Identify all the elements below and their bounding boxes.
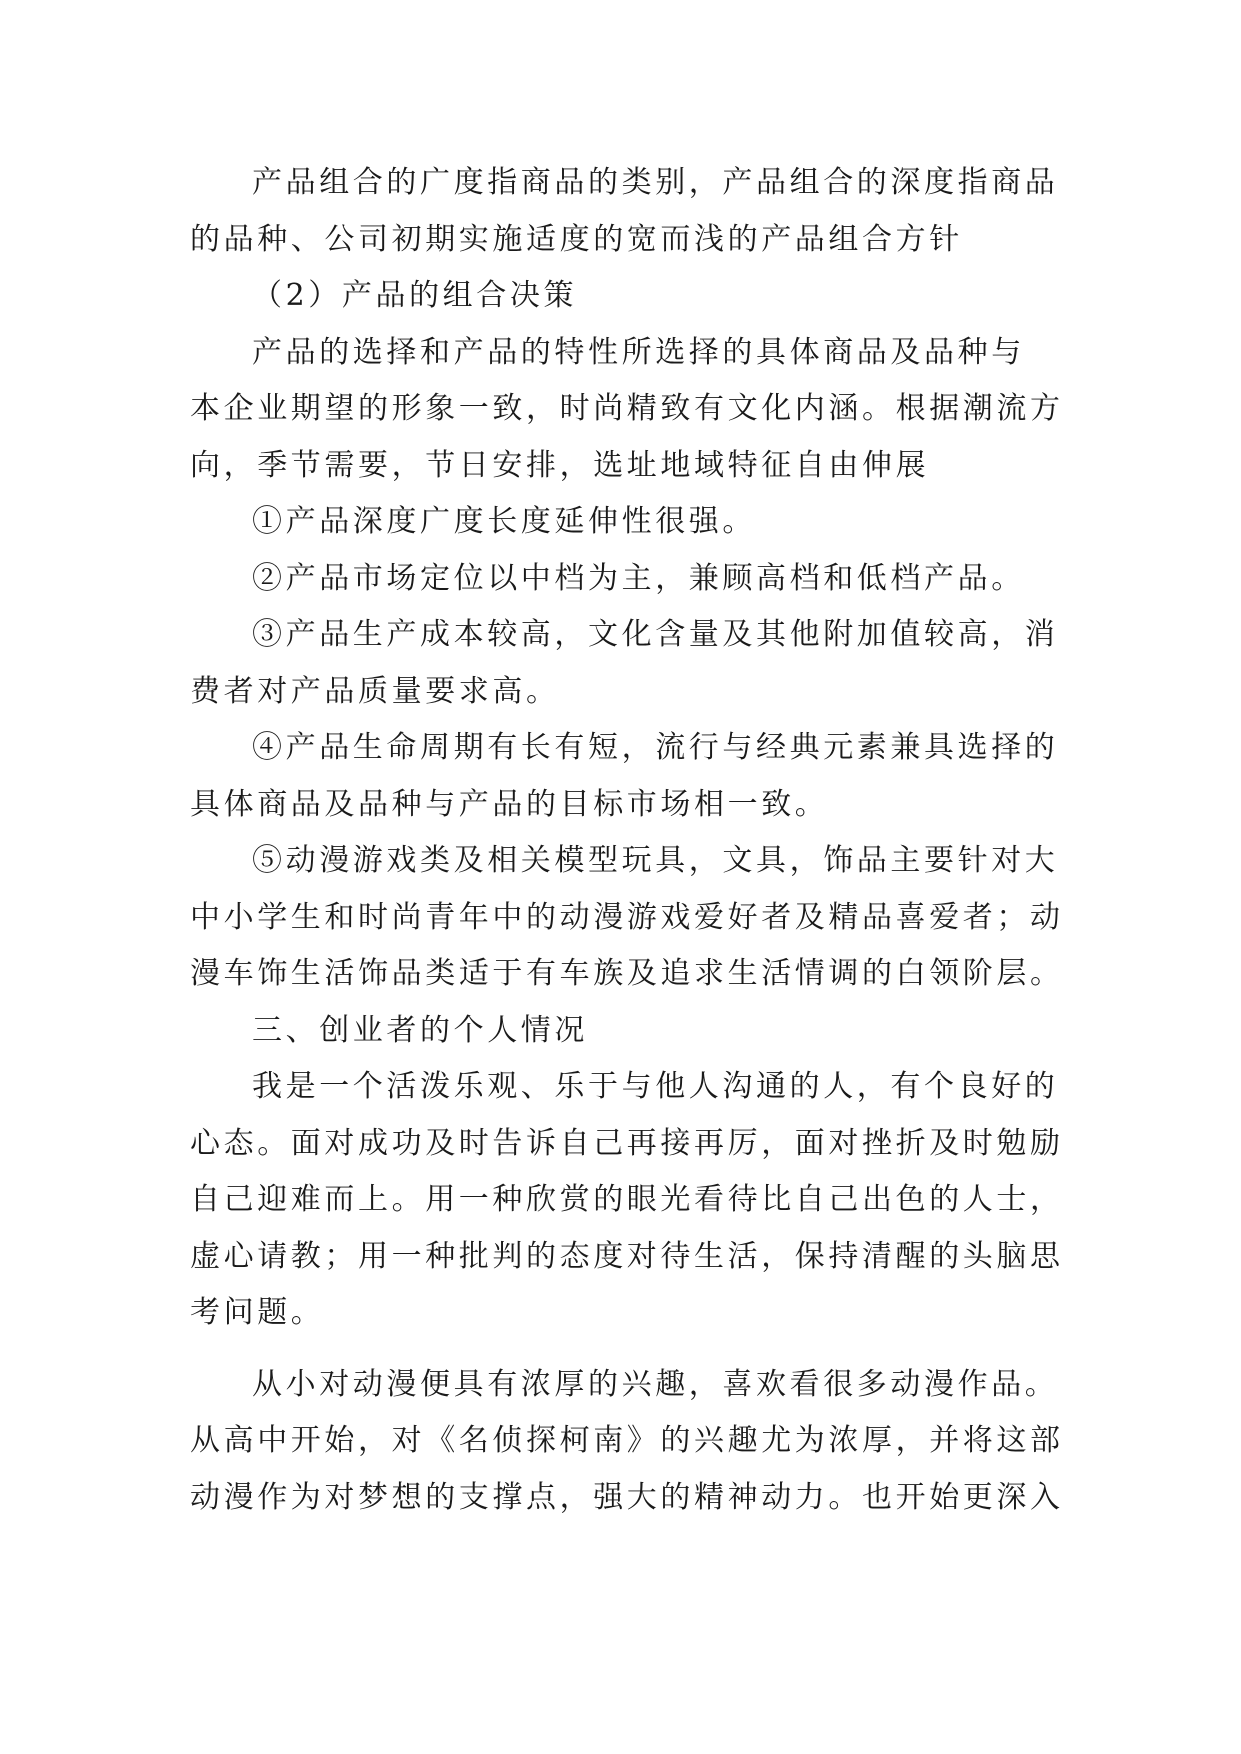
document-body [190, 155, 1064, 1526]
paragraph-line: 产品的选择和产品的特性所选择的具体商品及品种与 [252, 334, 1025, 370]
paragraph-line: 向，季节需要，节日安排，选址地域特征自由伸展 [190, 447, 930, 483]
list-item: ②产品市场定位以中档为主，兼顾高档和低档产品。 [252, 560, 1025, 596]
paragraph-gap [190, 1342, 1060, 1357]
list-item-continuation: 中小学生和时尚青年中的动漫游戏爱好者及精品喜爱者；动 [190, 899, 1064, 935]
list-item: ⑤动漫游戏类及相关模型玩具，文具，饰品主要针对大 [252, 843, 1059, 878]
list-item: ④产品生命周期有长有短，流行与经典元素兼具选择的 [252, 730, 1059, 765]
paragraph-line: 的品种、公司初期实施适度的宽而浅的产品组合方针 [190, 221, 963, 257]
paragraph-line: 本企业期望的形象一致，时尚精致有文化内涵。根据潮流方 [190, 391, 1064, 426]
list-item-continuation: 具体商品及品种与产品的目标市场相一致。 [190, 786, 829, 822]
section-heading: 三、创业者的个人情况 [252, 1012, 588, 1048]
paragraph-line: 我是一个活泼乐观、乐于与他人沟通的人，有个良好的 [252, 1069, 1059, 1104]
paragraph-line: 考问题。 [190, 1295, 325, 1330]
list-item: ①产品深度广度长度延伸性很强。 [252, 504, 756, 539]
paragraph-line: 动漫作为对梦想的支撑点，强大的精神动力。也开始更深入 [190, 1479, 1064, 1515]
list-item: ③产品生产成本较高，文化含量及其他附加值较高，消 [252, 617, 1059, 652]
paragraph-line: 从小对动漫便具有浓厚的兴趣，喜欢看很多动漫作品。 [252, 1366, 1059, 1402]
paragraph-line: 虚心请教；用一种批判的态度对待生活，保持清醒的头脑思 [190, 1238, 1064, 1274]
paragraph-line: 产品组合的广度指商品的类别，产品组合的深度指商品 [252, 165, 1059, 200]
list-item-continuation: 费者对产品质量要求高。 [190, 673, 560, 709]
section-heading: （2）产品的组合决策 [252, 278, 578, 313]
list-item-continuation: 漫车饰生活饰品类适于有车族及追求生活情调的白领阶层。 [190, 956, 1064, 991]
paragraph-line: 自己迎难而上。用一种欣赏的眼光看待比自己出色的人士， [190, 1182, 1064, 1217]
paragraph-line: 心态。面对成功及时告诉自己再接再厉，面对挫折及时勉励 [190, 1125, 1064, 1161]
paragraph-line: 从高中开始，对《名侦探柯南》的兴趣尤为浓厚，并将这部 [190, 1423, 1064, 1458]
